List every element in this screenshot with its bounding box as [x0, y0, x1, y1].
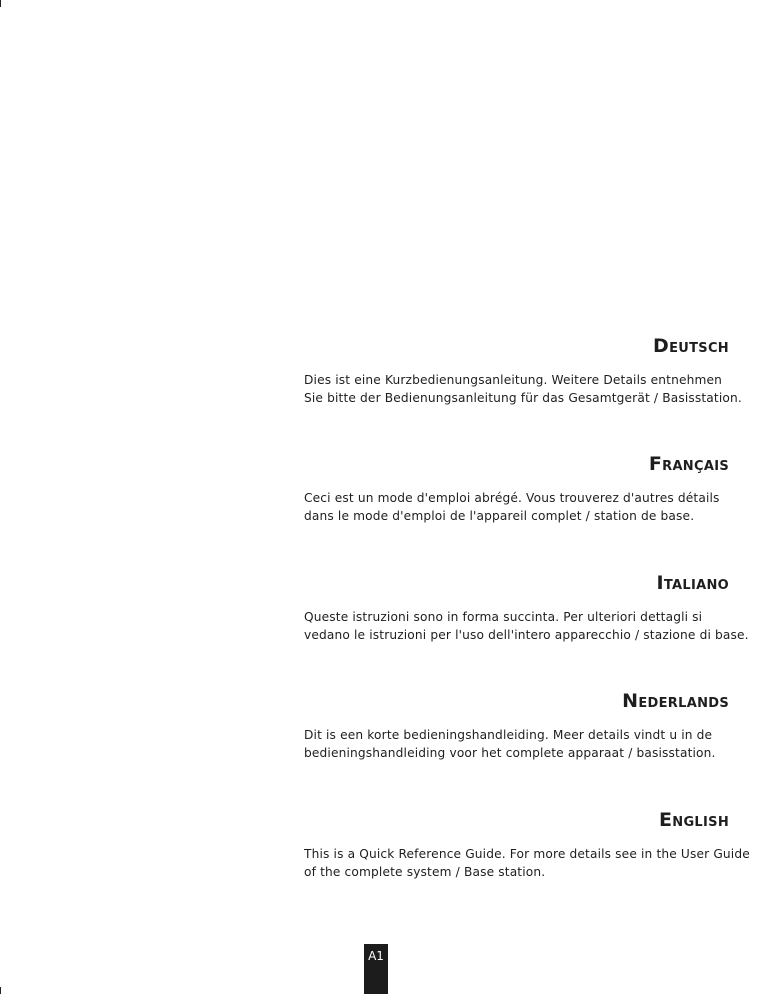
body-line: Sie bitte der Bedienungsanleitung für das Gesamtgerät / Basisstation.: [304, 391, 742, 405]
body-line: Queste istruzioni sono in forma succinta. Per ulteriori dettagli si: [304, 610, 703, 624]
heading-english: English: [659, 809, 729, 831]
body-line: bedieningshandleiding voor het complete apparaat / basisstation.: [304, 746, 716, 760]
heading-deutsch: Deutsch: [653, 335, 729, 357]
crop-mark-bottom: [0, 987, 1, 994]
body-line: dans le mode d'emploi de l'appareil complet / station de base.: [304, 509, 695, 523]
body-francais: [304, 489, 729, 525]
section-english: [304, 809, 750, 881]
page-number: A1: [368, 949, 384, 963]
crop-mark-top: [0, 0, 1, 7]
body-line: This is a Quick Reference Guide. For more details see in the User Guide: [304, 847, 750, 861]
page-tab: [364, 944, 388, 994]
body-english: [304, 845, 750, 881]
heading-francais: Français: [648, 453, 729, 475]
body-italiano: [304, 608, 749, 644]
section-deutsch: [304, 335, 742, 407]
heading-nederlands: Nederlands: [622, 690, 729, 712]
section-francais: [304, 454, 729, 525]
heading-italiano: Italiano: [656, 572, 729, 594]
section-nederlands: [304, 691, 729, 762]
body-nederlands: [304, 726, 729, 762]
body-line: Dit is een korte bedieningshandleiding. Meer details vindt u in de: [304, 728, 713, 742]
body-line: Dies ist eine Kurzbedienungsanleitung. Weitere Details entnehmen: [304, 373, 723, 387]
section-italiano: [304, 572, 749, 644]
body-line: of the complete system / Base station.: [304, 865, 546, 879]
body-deutsch: [304, 371, 742, 407]
body-line: vedano le istruzioni per l'uso dell'intero apparecchio / stazione di base.: [304, 628, 749, 642]
body-line: Ceci est un mode d'emploi abrégé. Vous trouverez d'autres détails: [304, 491, 720, 505]
